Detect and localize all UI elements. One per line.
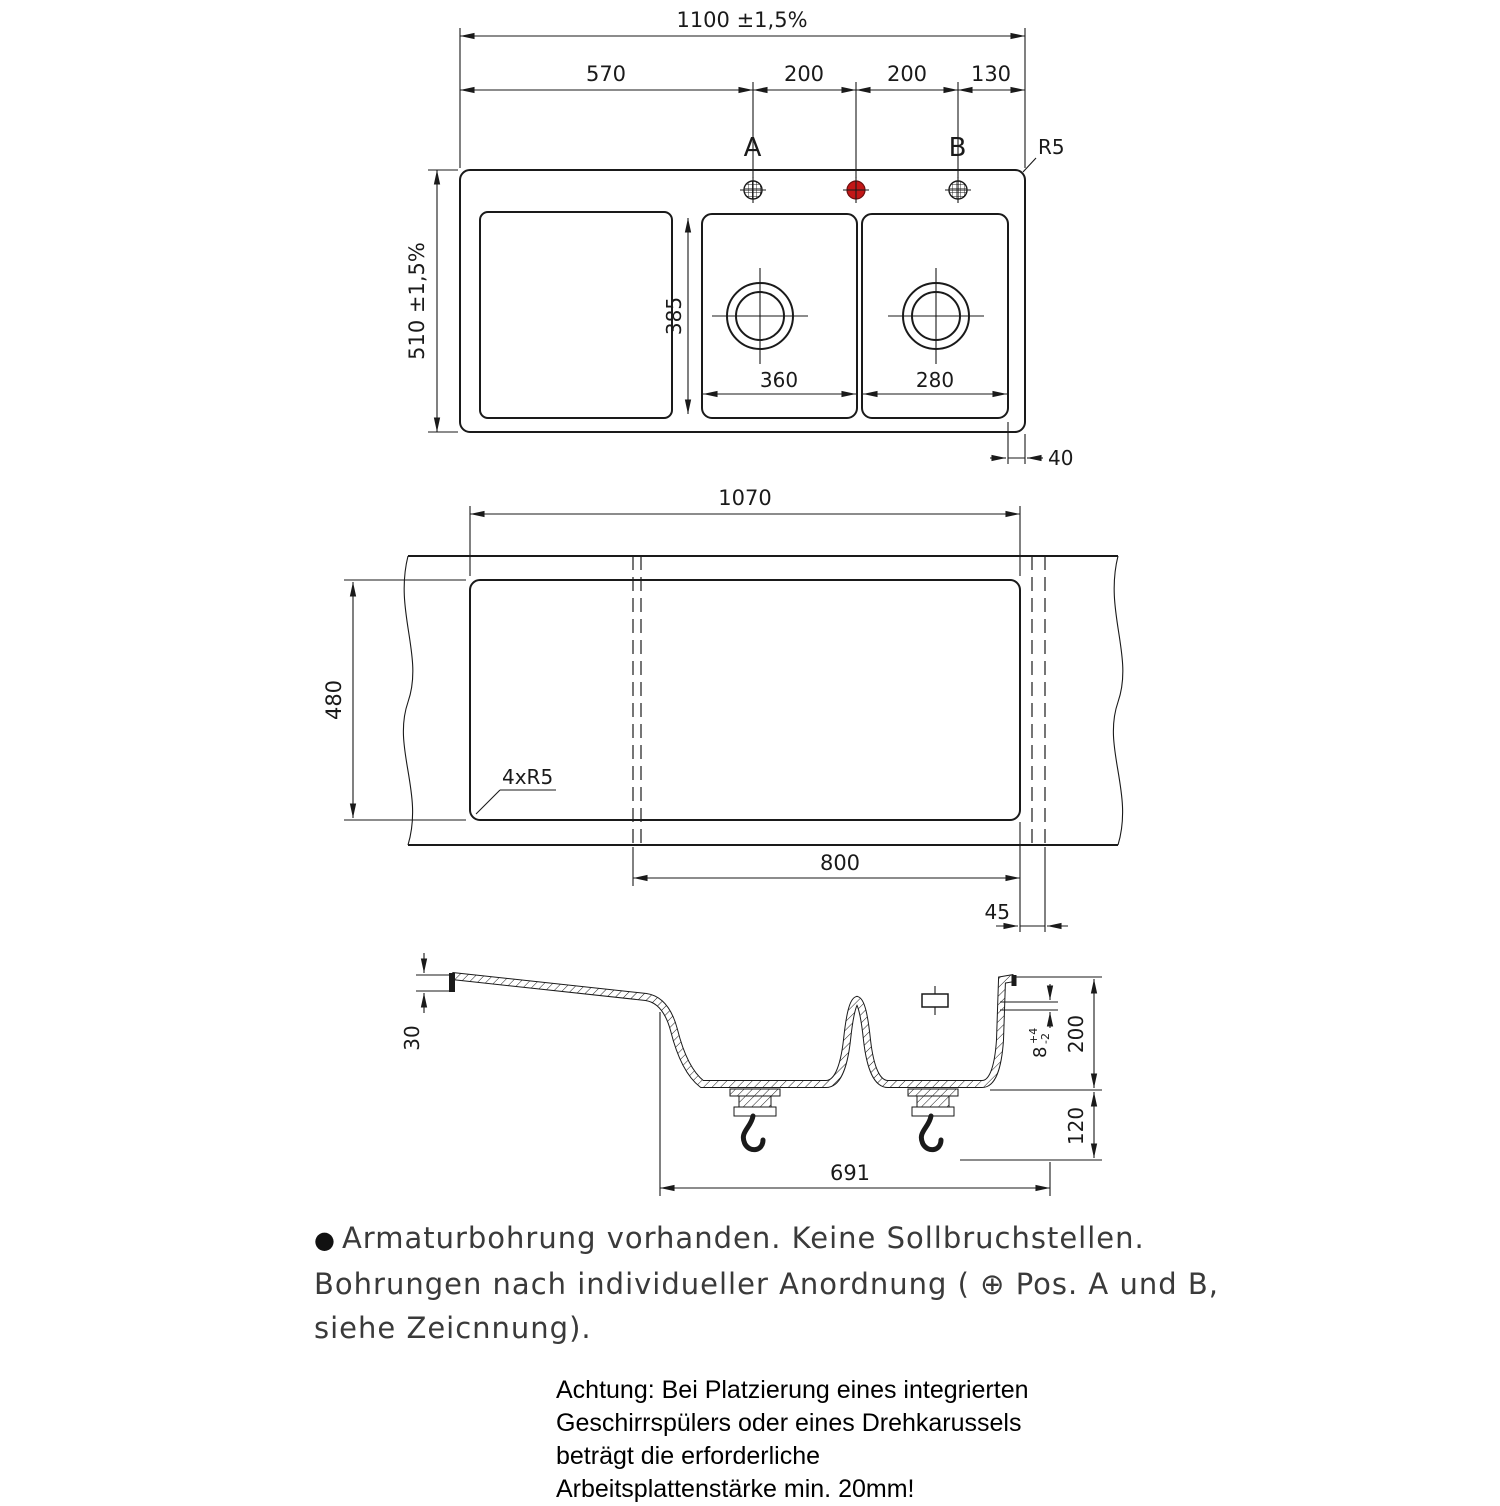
warning-line-4: Arbeitsplattenstärke min. 20mm!	[556, 1475, 915, 1503]
drain-left	[712, 268, 808, 364]
dim-bowl1-width	[703, 368, 856, 394]
svg-text:510 ±1,5%: 510 ±1,5%	[405, 242, 429, 360]
warning-line-3: beträgt die erforderliche	[556, 1442, 821, 1470]
faucet-hole-b	[945, 177, 971, 203]
dim-bowl-depth	[662, 218, 688, 414]
warning-block	[556, 1374, 1029, 1506]
svg-text:570: 570	[585, 62, 627, 86]
svg-text:800: 800	[819, 851, 861, 875]
dim-hole-segments	[460, 62, 1025, 90]
dim-drain-120	[960, 1092, 1102, 1160]
overflow-fitting	[922, 986, 948, 1015]
top-view	[405, 8, 1073, 470]
hole-b-label: B	[948, 133, 968, 163]
svg-text:280: 280	[915, 368, 955, 392]
note-line-3: siehe Zeicnnung).	[314, 1311, 592, 1345]
dim-step-8	[1000, 984, 1058, 1058]
dim-45	[985, 847, 1068, 932]
dim-edge-offset	[990, 422, 1073, 470]
worktop-outline	[403, 556, 1122, 845]
faucet-hole-red	[843, 177, 869, 203]
svg-text:1070: 1070	[718, 486, 772, 510]
svg-text:R5: R5	[1038, 135, 1065, 159]
warning-line-1: Achtung: Bei Platzierung eines integrierten	[556, 1376, 1029, 1404]
svg-text:40: 40	[1048, 446, 1074, 470]
svg-text:385: 385	[662, 296, 686, 336]
break-line-right	[1113, 556, 1122, 845]
hole-a-label: A	[743, 133, 763, 163]
section-view	[400, 953, 1102, 1196]
note-line-2: Bohrungen nach individueller Anordnung ( ⊕ Pos. A und B,	[314, 1267, 1219, 1301]
svg-text:30: 30	[400, 1025, 424, 1051]
svg-text:480: 480	[322, 679, 346, 721]
dim-span-691	[660, 1012, 1050, 1196]
section-profile-outline	[452, 976, 1014, 1084]
svg-text:200: 200	[1064, 1014, 1088, 1054]
dim-bowl2-width	[863, 368, 1007, 394]
reference-dashed-lines	[633, 556, 1045, 845]
break-line-left	[403, 556, 412, 845]
svg-text:120: 120	[1064, 1106, 1088, 1146]
svg-text:1100 ±1,5%: 1100 ±1,5%	[676, 8, 808, 32]
drain-assembly-right	[908, 1089, 958, 1150]
dim-rim-30	[400, 953, 450, 1051]
svg-text:-2: -2	[1039, 1033, 1052, 1044]
dim-cutout-width	[470, 486, 1020, 576]
dim-corner-radius	[1023, 135, 1065, 172]
drain-right	[888, 268, 984, 364]
svg-text:691: 691	[829, 1161, 871, 1185]
bullet-icon: ●	[314, 1226, 336, 1254]
note-block	[314, 1216, 1219, 1350]
note-line-1: ● Armaturbohrung vorhanden. Keine Sollbruchstellen.	[314, 1221, 1145, 1255]
svg-text:4xR5: 4xR5	[502, 765, 554, 789]
cutout-view	[322, 486, 1123, 932]
warning-line-2: Geschirrspülers oder eines Drehkarussels	[556, 1409, 1022, 1437]
dim-800	[633, 822, 1020, 886]
dim-cutout-height	[322, 580, 466, 820]
svg-text:8: 8	[1030, 1046, 1051, 1058]
dim-height	[405, 170, 458, 432]
drain-assembly-left	[730, 1089, 780, 1150]
section-profile-hatch	[452, 976, 1014, 1084]
dim-total-width	[460, 8, 1025, 36]
svg-text:360: 360	[759, 368, 799, 392]
svg-text:130: 130	[970, 62, 1012, 86]
dim-cutout-corner	[476, 765, 556, 814]
svg-text:45: 45	[984, 900, 1010, 924]
drainer-area	[480, 212, 672, 418]
svg-text:200: 200	[886, 62, 928, 86]
svg-text:+4: +4	[1027, 1027, 1040, 1044]
faucet-hole-a	[740, 177, 766, 203]
svg-text:200: 200	[783, 62, 825, 86]
